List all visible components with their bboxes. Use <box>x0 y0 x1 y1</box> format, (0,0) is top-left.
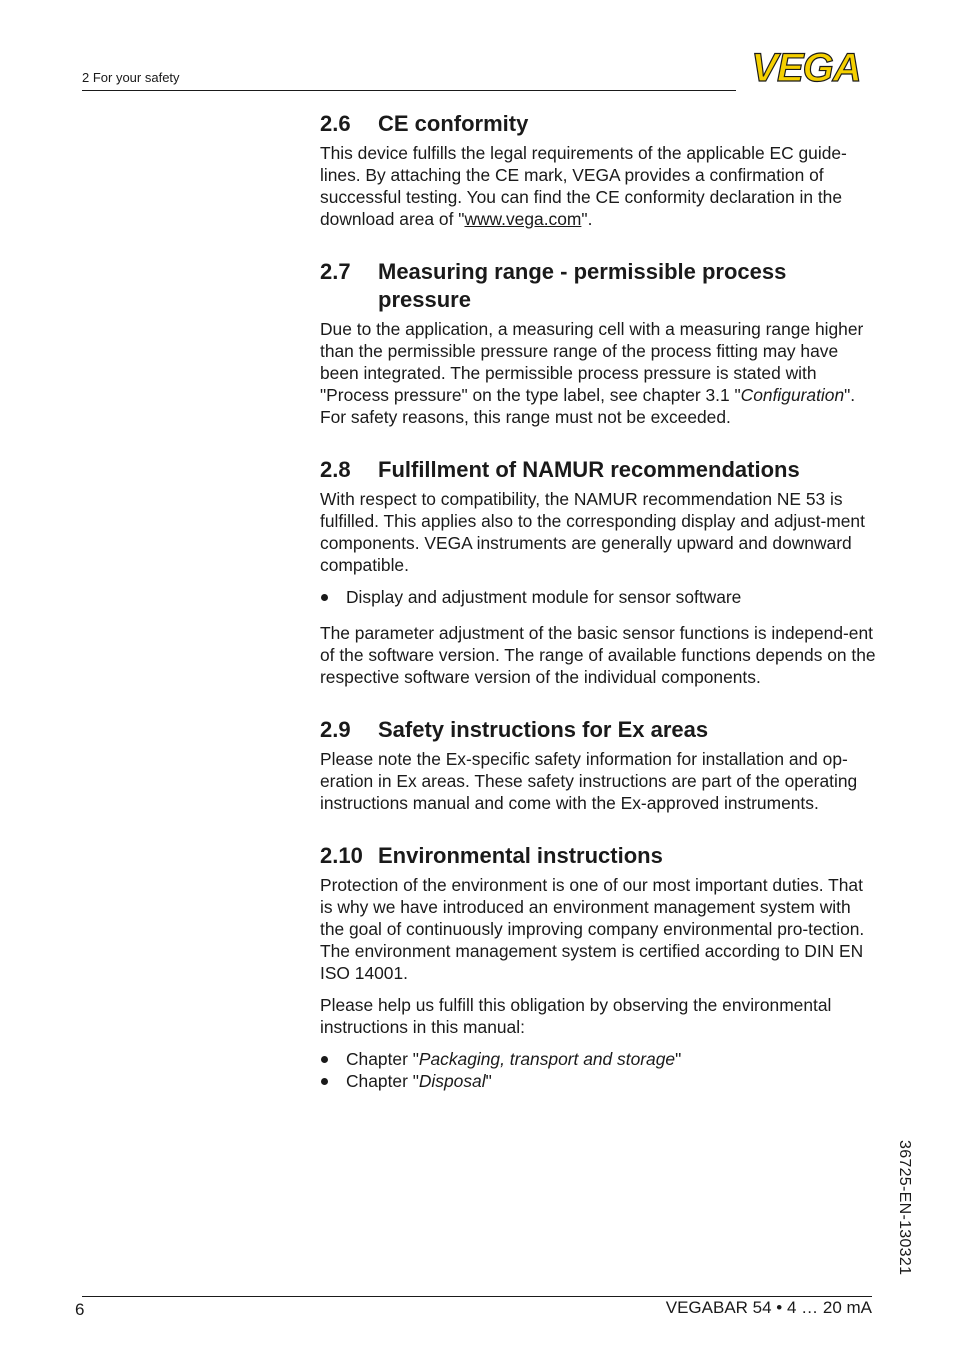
section-heading <box>320 110 876 138</box>
section-title: CE conformity <box>378 111 529 136</box>
list-item: Chapter "Packaging, transport and storage" <box>320 1048 876 1070</box>
section-number: 2.9 <box>320 717 351 742</box>
vega-website-link[interactable]: www.vega.com <box>464 209 582 229</box>
vega-logo <box>740 50 872 86</box>
section-number: 2.10 <box>320 843 363 868</box>
running-header: 2 For your safety <box>82 70 180 85</box>
product-name: VEGABAR 54 • 4 … 20 mA <box>665 1298 872 1317</box>
paragraph: The parameter adjustment of the basic sensor functions is independ-ent of the software version. The range of available functions depends on the respective software version of the individual components. <box>320 623 876 687</box>
section-heading <box>320 258 876 314</box>
section-title: Safety instructions for Ex areas <box>378 717 709 742</box>
paragraph: Please help us fulfill this obligation by observing the environmental instructions in this manual: <box>320 995 832 1037</box>
paragraph: Protection of the environment is one of our most important duties. That is why we have introduced an environment management system with the goal of continuously improving company environmental pro-tection. The environment management system is certified according to DIN EN ISO 14001. <box>320 875 865 983</box>
section-title: Environmental instructions <box>378 843 663 868</box>
paragraph: Due to the application, a measuring cell with a measuring range higher than the permissible pressure range of the process fitting may have been integrated. The permissible process pressure is stated with "Process pressure" on the type label, see chapter 3.1 "Configuration". For safety reasons, this range must not be exceeded. <box>320 319 864 427</box>
paragraph: Please note the Ex-specific safety information for installation and op-eration in Ex areas. These safety instructions are part of the operating instructions manual and come with the Ex-approved instruments. <box>320 749 858 813</box>
section-2-10 <box>320 842 876 1092</box>
section-number: 2.8 <box>320 457 351 482</box>
bullet-list <box>320 586 876 608</box>
section-heading <box>320 716 876 744</box>
logo-text: VEGA <box>751 50 861 86</box>
paragraph: This device fulfills the legal requirements of the applicable EC guide-lines. By attaching the CE mark, VEGA provides a confirmation of successful testing. You can find the CE conformity declaration in the download area of "www.vega.com". <box>320 143 847 229</box>
footer-rule <box>82 1296 872 1297</box>
list-item: Display and adjustment module for sensor software <box>320 586 876 608</box>
list-item: Chapter "Disposal" <box>320 1070 876 1092</box>
section-number: 2.7 <box>320 259 351 284</box>
section-2-9 <box>320 716 876 814</box>
section-number: 2.6 <box>320 111 351 136</box>
header-rule <box>82 90 736 91</box>
bullet-list <box>320 1048 876 1092</box>
page-number: 6 <box>75 1300 85 1319</box>
section-2-6 <box>320 110 876 230</box>
section-2-8 <box>320 456 876 688</box>
section-2-7 <box>320 258 876 428</box>
section-title: Measuring range - permissible process pressure <box>378 259 787 312</box>
section-heading <box>320 842 876 870</box>
document-code: 36725-EN-130321 <box>896 1140 913 1276</box>
main-content <box>320 110 876 1120</box>
section-title: Fulfillment of NAMUR recommendations <box>378 457 800 482</box>
section-heading <box>320 456 876 484</box>
paragraph: With respect to compatibility, the NAMUR recommendation NE 53 is fulfilled. This applies also to the corresponding display and adjust-ment components. VEGA instruments are generally upward and downward compatible. <box>320 489 865 575</box>
